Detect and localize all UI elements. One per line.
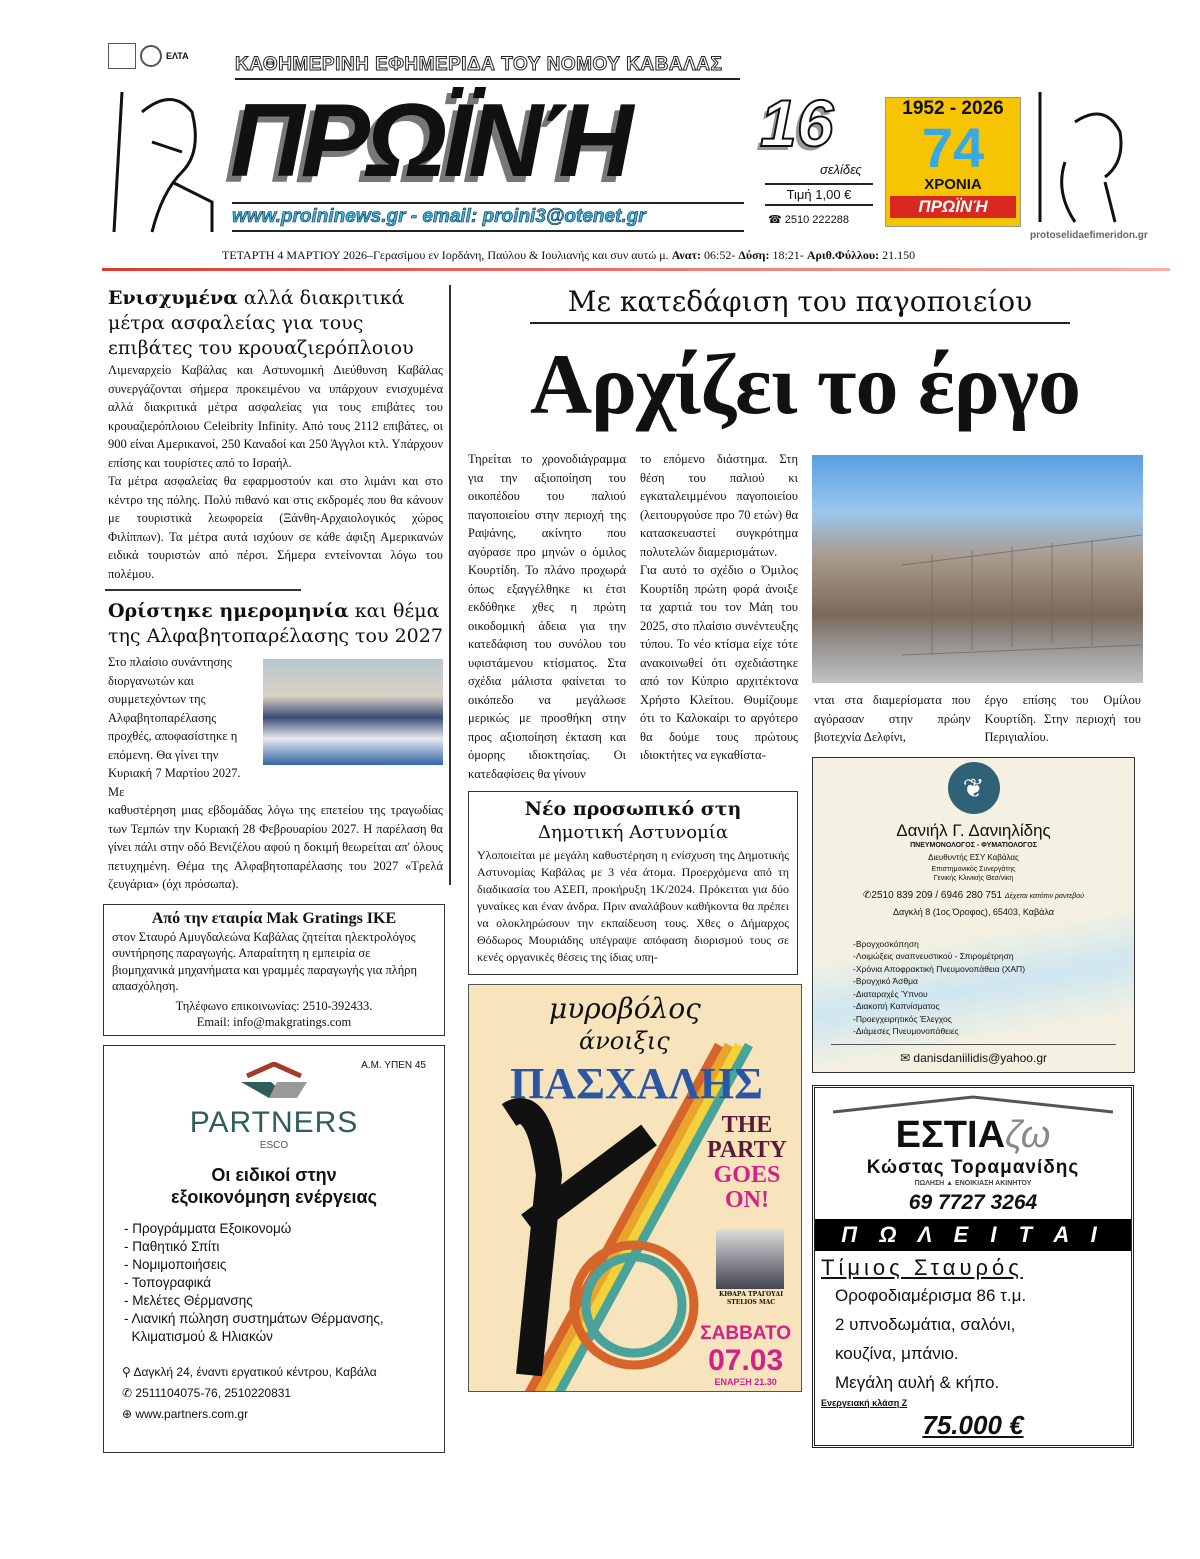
headline: Ορίστηκε ημερομηνία και θέμα της Αλφαβητοπαρέλασης του 2027 [108, 600, 443, 647]
main-col-3: νται στα διαμερίσματα που αγόρασαν στην πρώην βιοτεχνία Δελφίνι, [814, 693, 971, 744]
website-email: www.proininews.gr - email: proini3@otenet.gr [232, 202, 744, 232]
service-item: - Μελέτες Θέρμανσης [124, 1292, 253, 1308]
pages-label: σελίδες [820, 162, 862, 177]
mak-gratings-ad: Από την εταιρία Mak Gratings IKE στον Σταυρό Αμυγδαλεώνα Καβάλας ζητείται ηλεκτρολόγος συντήρησης παραγωγής. Απαραίτητη η εμπειρία σε βιομηχανικά μηχανήματα και γραμμές παραγωγής για πλήρη απασχόληση. Τηλέφωνο επικοινωνίας: 2510-392433. Email: info@makgratings.com [103, 904, 445, 1036]
service-item: - Προγράμματα Εξοικονομώ [124, 1220, 292, 1236]
handshake-house-logo [239, 1062, 309, 1106]
article-separator [105, 589, 301, 591]
main-col-4: έργο επίσης του Ομίλου Κουρτίδη. Στην περιοχή του Περιγιαλίου. [984, 693, 1141, 744]
doctor-ad: ❦ Δανιήλ Γ. Δανιηλίδης ΠΝΕΥΜΟΝΟΛΟΓΟΣ - ΦΥΜΑΤΙΟΛΟΓΟΣ Διευθυντής ΕΣΥ Καβάλας Επιστημονικός Συνεργάτης Γενικής Κλινικής Θεσ/νίκη ✆2510 839 209 / 6946 280 751 Δέχεται κατόπιν ραντεβού Δαγκλή 8 (1ος Όροφος), 65403, Καβάλα -Βρογχοσκόπηση -Λοιμώξεις αναπνευστικού - Σπιρομέτρηση -Χρόνια Αποφρακτική Πνευμονοπάθεια (ΧΑΠ) -Βρογχικό Άσθμα -Διαταραχές Ύπνου -Διακοπή Καπνίσματος -Προεγχειρητικός Έλεγχος -Διάμεσες Πνευμονοπάθειες ✉ danisdaniilidis@yahoo.gr [812, 757, 1135, 1073]
service-item: -Χρόνια Αποφρακτική Πνευμονοπάθεια (ΧΑΠ) [853, 963, 1026, 974]
partners-ad: Α.Μ. ΥΠΕΝ 45 PARTNERS ESCO Οι ειδικοί στην εξοικονόμηση ενέργειας - Προγράμματα Εξοικονομώ - Παθητικό Σπίτι - Νομιμοποιήσεις - Τοπογραφικά - Μελέτες Θέρμανσης - Λιανική πώληση συστημάτων Θέρμανσης, Κλιματισμού & Ηλιακών ⚲ Δαγκλή 24, έναντι εργατικού κέντρου, Καβάλα ✆ 2511104075-76, 2510220831 ⊕ www.partners.com.gr [103, 1045, 445, 1453]
main-col-2b: Για αυτό το σχέδιο ο Όμιλος Κουρτίδη πρώτη φορά άνοιξε τα χαρτιά του τον Μάη του 2025, στο πλαίσιο συνέντευξης τύπου. Το νέο κτίσμα είχε τότε ανακοινωθεί ότι σχεδιάστηκε από τον Κύπριο αρχιτέκτονα Χρήστο Κλείτου. Θυμίζουμε ότι το Καλοκαίρι το αργότερο θα δούμε τους πρώτους ιδιοκτήτες να εγκαθίστα- [640, 563, 798, 762]
concert-ad: μυροβόλος άνοιξις ΠΑΣΧΑΛΗΣ THE PARTY GOES ON! ΚΙΘΑΡΑ ΤΡΑΓΟΥΔΙ STELIOS MAC ΣΑΒΒΑΤΟ 07.03 ΕΝΑΡΞΗ 21.30 [468, 984, 802, 1392]
main-col-2a: το επόμενο διάστημα. Στη θέση του παλιού κι εγκαταλειμμένου παγοποιείου (λειτουργούσε προ 70 ετών) θα κατασκευαστεί συγκρότημα πολυτελών διαμερισμάτων. [640, 452, 798, 559]
anniversary-badge: 1952 - 2026 74 ΧΡΟΝΙΑ ΠΡΩΪΝΉ [885, 97, 1021, 227]
phone-icon: ☎ [768, 214, 785, 226]
roof-icon [823, 1094, 1123, 1114]
article-municipal-police: Νέο προσωπικό στη Δημοτική Αστυνομία Υλοποιείται με μεγάλη καθυστέρηση η ενίσχυση της Δημοτικής Αστυνομίας Καβάλας με 3 νέα άτομα. Προερχόμενα από τη διαδικασία του ΑΣΕΠ, προκήρυξη 1Κ/2024. Πρόκειται για δύο γυναίκες και έναν άνδρα. Πριν αναλάβουν καθήκοντα θα πρέπει να ολοκληρώσουν την εκπαίδευση τους. Χθες ο Δήμαρχος Θόδωρος Μουριάδης υπέγραψε απόφαση διορισμού τους σε κενές οργανικές θέσεις της ίδιας υπη- [468, 791, 798, 975]
real-estate-ad: ΕΣΤΙΑζω Κώστας Τοραμανίδης ΠΩΛΗΣΗ ▲ ΕΝΟΙΚΙΑΣΗ ΑΚΙΝΗΤΟΥ 69 7727 3264 Π Ω Λ Ε Ι Τ Α Ι Τίμιος Σταυρός Οροφοδιαμέρισμα 86 τ.μ. 2 υπνοδωμάτια, σαλόνι, κουζίνα, μπάνιο. Μεγάλη αυλή & κήπο. Ενεργειακή κλάση Ζ 75.000 € [812, 1085, 1134, 1448]
main-kicker: Με κατεδάφιση του παγοποιείου [530, 284, 1070, 324]
service-item: -Λοιμώξεις αναπνευστικού - Σπιρομέτρηση [853, 951, 1014, 961]
fence-graphic [812, 455, 1143, 683]
phone-icon: ✆ [122, 1385, 136, 1400]
ice-factory-photo [812, 455, 1143, 683]
guest-photo [716, 1229, 784, 1289]
service-item: -Διάμεσες Πνευμονοπάθειες [853, 1026, 959, 1036]
column-divider [449, 285, 451, 885]
service-item: -Διαταραχές Ύπνου [853, 988, 928, 999]
headline: Ενισχυμένα αλλά διακριτικά μέτρα ασφαλείας για τους επιβάτες του κρουαζιερόπλοιου [108, 287, 414, 359]
caricature-right [1035, 92, 1135, 228]
service-item: - Τοπογραφικά [124, 1274, 212, 1290]
main-headline: Αρχίζει το έργο [529, 336, 1081, 432]
service-item: - Παθητικό Σπίτι [124, 1238, 220, 1254]
left-column [103, 286, 445, 1453]
main-col-1: Τηρείται το χρονοδιάγραμμα για την αξιοποίηση του οικοπέδου του παλιού παγοποιείου στην περιοχή της Ραψάνης, ακίνητο που αγόρασε προ μηνών ο όμιλος Κουρτίδη. Το πλάνο προχωρά όπως εξαγγέλθηκε κι έτσι εκδόθηκε χθες η πρώτη οικοδομική άδεια για την κατεδάφιση του συνόλου του υφιστάμενου κτίσματος. Στα σχέδια μάλιστα φαίνεται το οικόπεδο να μεγάλωσε μερικώς με προσθήκη στην προς αξιοποίηση έκταση και όμορης ιδιοκτησίας. Οι κατεδαφίσεις θα γίνουν [468, 452, 626, 781]
watermark: protoselidaefimeridon.gr [1030, 230, 1148, 241]
newspaper-title: ΠΡΩΪΝΉ [230, 83, 630, 199]
location-pin-icon: ⚲ [122, 1364, 134, 1379]
right-column [812, 455, 1143, 1448]
services-list [124, 1220, 444, 1346]
tagline: ΚΑΘΗΜΕΡΙΝΗ ΕΦΗΜΕΡΙΔΑ ΤΟΥ ΝΟΜΟΥ ΚΑΒΑΛΑΣ [235, 54, 740, 80]
service-item: -Προεγχειρητικός Έλεγχος [853, 1013, 952, 1024]
mail-icon: ✉ [900, 1050, 914, 1065]
service-item: -Βρογχοσκόπηση [853, 938, 919, 949]
price: Τιμή 1,00 € [765, 183, 873, 206]
pages-count: 16 [760, 86, 834, 160]
parade-photo [263, 659, 443, 765]
service-item: - Λιανική πώληση συστημάτων Θέρμανσης, [124, 1310, 384, 1326]
service-item: Κλιματισμού & Ηλιακών [124, 1328, 273, 1344]
services-list [853, 938, 1134, 1038]
service-item: - Νομιμοποιήσεις [124, 1256, 227, 1272]
dateline: ΤΕΤΑΡΤΗ 4 ΜΑΡΤΙΟΥ 2026–Γερασίμου εν Ιορδάνη, Παύλου & Ιουλιανής και συν αυτώ μ. Ανατ: 06:52- Δύση: 18:21- Αριθ.Φύλλου: 21.150 [222, 248, 916, 262]
seal-icon [140, 45, 162, 67]
photo-caption-columns [812, 691, 1143, 747]
main-story-columns [468, 450, 798, 783]
cert-badge-icon [108, 43, 136, 69]
article-alphabet-parade: Ορίστηκε ημερομηνία και θέμα της Αλφαβητοπαρέλασης του 2027 Στο πλαίσιο συνάντησης διοργανωτών και συμμετεχόντων της Αλφαβητοπαρέλασης προχθές, αποφασίστηκε η επόμενη. Θα γίνει την Κυριακή 7 Μαρτίου 2027. Με καθυστέρηση μιας εβδομάδας λόγω της επετείου της τραγωδίας των Τεμπών την Κυριακή 28 Φεβρουαρίου 2027. Η παρέλαση θα γίνει πάλι στην οδό Βενιζέλου αφού η δοκιμή θεωρείται απ' όλους πετυχημένη. Θέμα της Αλφαβητοπαρέλασης του 2027 «Τρελά ζευγάρια» (όχι πρόσωπα). [108, 600, 443, 891]
header-rule [102, 268, 1170, 271]
certification-logos [108, 42, 203, 70]
service-item: -Βρογχικό Άσθμα [853, 976, 918, 986]
caricature-left [102, 82, 217, 240]
phone-icon: ✆ [863, 889, 872, 901]
lungs-icon: ❦ [948, 762, 1000, 814]
middle-column [468, 450, 798, 1392]
article-cruise-security: Ενισχυμένα αλλά διακριτικά μέτρα ασφαλείας για τους επιβάτες του κρουαζιερόπλοιου Λιμεναρχείο Καβάλας και Αστυνομική Διεύθυνση Καβάλας συνεργάζονται σήμερα προκειμένου να υπάρχουν ενισχυμένα αλλά διακριτικά μέτρα ασφαλείας για τους επιβάτες του κρουαζιερόπλοιου Celeibrity Infinity. Από τους 2112 επιβάτες, οι 900 είναι Αμερικανοί, 250 Καναδοί και 250 Άγγλοι κτλ. Υπάρχουν επίσης και τουρίστες από το Ισραήλ. Τα μέτρα ασφαλείας θα εφαρμοστούν και στο λιμάνι και στο κέντρο της πόλης. Πολύ πιθανό και στις εκδρομές που θα κάνουν με τουριστικά λεωφορεία (Ξάνθη-Αρχαιολογικός χώρος Φιλίππων). Τα μέτρα αυτά ισχύουν σε κάθε άφιξη Αμερικανών ειδικά τουριστών από πέρσι. Σήμερα εντείνονται λόγω του πολέμου. [108, 287, 443, 581]
phone: ☎ 2510 222288 [768, 214, 849, 226]
elta-logo: ΕΛΤΑ [166, 51, 189, 61]
service-item: -Διακοπή Καπνίσματος [853, 1001, 940, 1011]
globe-icon: ⊕ [122, 1406, 136, 1421]
